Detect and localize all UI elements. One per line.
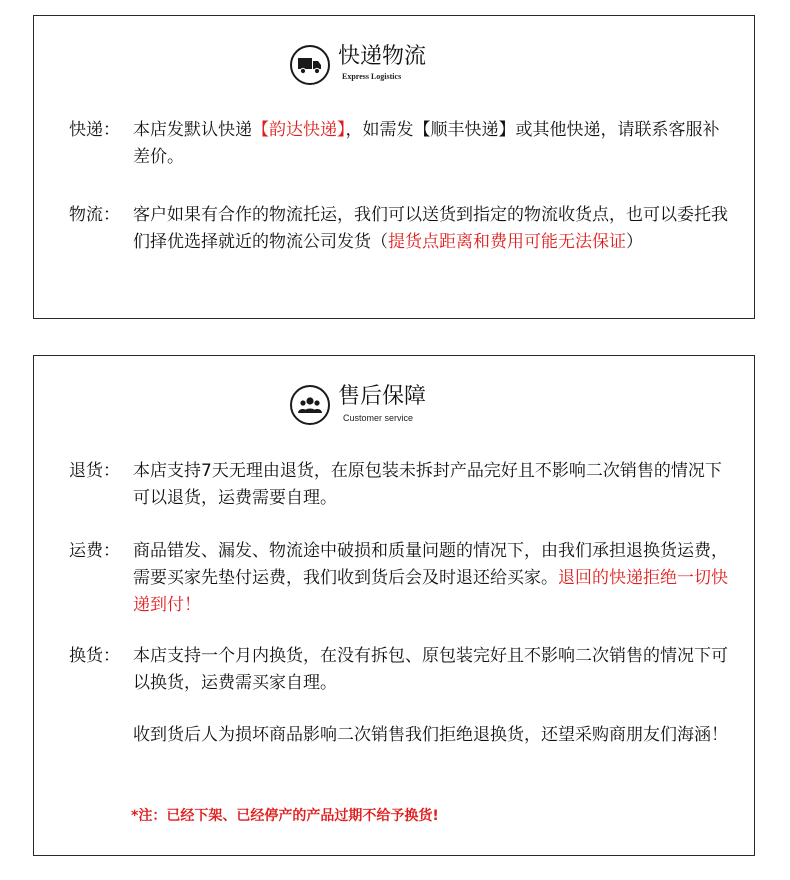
express-highlight: 【韵达快递】 [252,120,346,140]
shipping-subtitle: Express Logistics [342,72,402,81]
express-label: 快递： [69,120,120,140]
shipping-title: 快递物流 [338,44,427,69]
exchange-text: 本店支持一个月内换货，在没有拆包、原包装完好且不影响二次销售的情况下可以换货，运费需买家自理。 [133,646,728,693]
logistics-text: 客户如果有合作的物流托运，我们可以送货到指定的物流收货点，也可以委托我们择优选择就近的物流公司发货（提货点距离和费用可能无法保证） [133,205,728,252]
logistics-highlight: 提货点距离和费用可能无法保证 [388,232,626,252]
truck-icon [290,45,330,85]
express-text: 本店发默认快递【韵达快递】，如需发【顺丰快递】或其他快递，请联系客服补差价。 [133,120,720,167]
aftersale-subtitle: Customer service [343,413,414,423]
returns-label: 退货： [69,461,120,481]
returns-text: 本店支持7天无理由退货，在原包装未拆封产品完好且不影响二次销售的情况下可以退货，运费需要自理。 [133,461,722,508]
damage-note-text: 收到货后人为损坏商品影响二次销售我们拒绝退换货，还望采购商朋友们海涵！ [133,725,728,745]
freight-label: 运费： [69,541,120,561]
freight-text: 商品错发、漏发、物流途中破损和质量问题的情况下，由我们承担退换货运费，需要买家先垫付运费，我们收到货后会及时退还给买家。退回的快递拒绝一切快递到付！ [133,541,728,615]
footnote: *注：已经下架、已经停产的产品过期不给予换货! [131,808,439,824]
freight-highlight: 退回的快递拒绝一切快递到付！ [133,568,728,615]
aftersale-title: 售后保障 [338,384,427,409]
exchange-label: 换货： [69,646,120,666]
customer-group-icon [290,385,330,425]
logistics-label: 物流： [69,205,120,225]
